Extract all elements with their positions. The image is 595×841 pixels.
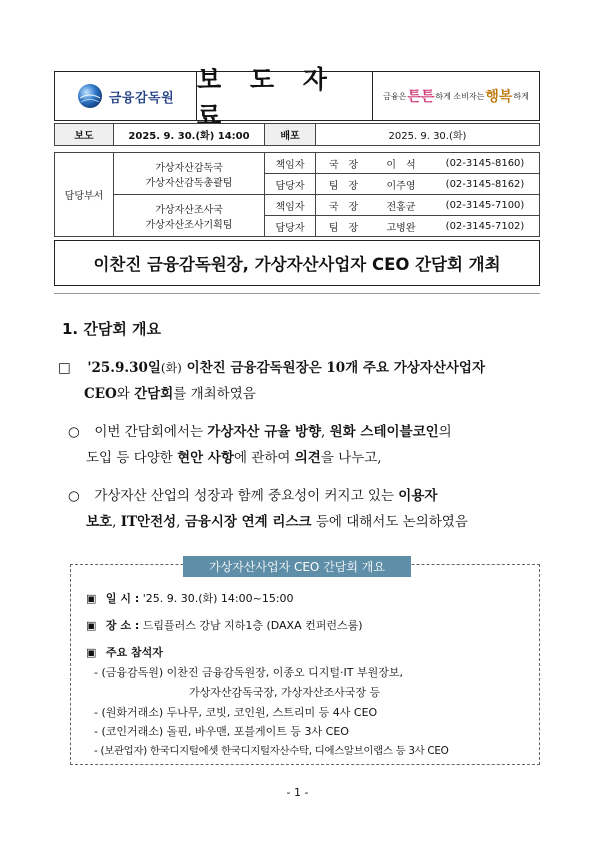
text: 와 [116,386,135,402]
contact-table [54,152,540,237]
vasp-text: 은 10개 주요 가상자산사업자 [308,360,485,376]
attendee-fss-cont: 가상자산감독국장, 가상자산조사국장 등 [189,686,381,699]
text: , [176,514,185,530]
box-bullet-icon: ▣ [86,592,97,605]
dept-label: 담당부서 [55,153,114,237]
sub-bullet-2 [68,483,548,535]
place-value: 드림플러스 강남 지하1층 (DAXA 컨퍼런스룸) [142,619,363,632]
text: , [321,424,330,440]
role: 담당자 [265,216,316,237]
emph-text: 이용자 [398,488,438,504]
summary-box-title: 가상자산사업자 CEO 간담회 개요 [183,556,411,577]
name: 고병완 [371,216,431,237]
attendee-krw: - (원화거래소) 두나무, 코빗, 코인원, 스트리미 등 4사 CEO [94,706,378,719]
emph-text: 원화 스테이블코인 [329,424,439,440]
place-label: 장 소 : [105,619,140,632]
slogan-word2: 행복 [485,89,513,105]
text: , [112,514,121,530]
role: 담당자 [265,174,316,195]
governor-text: 이찬진 금융감독원장 [181,360,309,376]
divider [54,293,540,294]
slogan-post: 하게 [513,91,529,101]
day-text: (화) [160,361,182,375]
headline: 이찬진 금융감독원장, 가상자산사업자 CEO 간담회 개최 [54,240,540,286]
text: 를 개최하였음 [173,386,256,402]
dept-name: 가상자산감독국 [155,162,223,174]
attendee-label: 주요 참석자 [105,646,163,659]
release-label: 보도 [55,124,114,146]
release-info-table [54,123,540,146]
release-value: 2025. 9. 30.(화) 14:00 [114,124,265,146]
team-name: 가상자산조사기획팀 [145,219,233,231]
square-bullet-icon: □ [58,360,71,376]
emph-text: 의견 [294,450,321,466]
bullet-main [58,355,548,407]
name: 전홍균 [371,195,431,216]
emph-text: 가상자산 규율 방향 [207,424,322,440]
title: 국 장 [316,153,372,174]
phone: (02-3145-8160) [431,153,540,174]
section-title: 1. 간담회 개요 [62,320,162,338]
slogan-pre: 금융은 [383,91,407,101]
distribute-label: 배포 [265,124,316,146]
place-line [86,617,363,633]
logo-text: 금융감독원 [108,90,175,106]
role: 책임자 [265,153,316,174]
slogan [373,72,539,120]
press-header [54,65,540,130]
text: 등에 대해서도 논의하였음 [311,514,468,530]
attendee-coin: - (코인거래소) 돌핀, 바우맨, 포블게이트 등 3사 CEO [94,725,349,738]
page-number: - 1 - [286,786,309,799]
date-value: '25. 9. 30.(화) 14:00~15:00 [142,592,294,605]
doc-type-title: 보 도 자 료 [197,72,373,120]
text: 의 [438,424,452,440]
phone: (02-3145-7102) [431,216,540,237]
date-line [86,590,294,606]
slogan-mid: 하게 소비자는 [435,91,485,101]
emph-text: 금융시장 연계 리스크 [184,514,312,530]
text: 에 관하여 [234,450,295,466]
distribute-value: 2025. 9. 30.(화) [316,124,540,146]
title: 팀 장 [316,216,372,237]
emph-text: 현안 사항 [177,450,234,466]
text: 가상자산 산업의 성장과 함께 중요성이 커지고 있는 [94,488,399,504]
circle-bullet-icon: ○ [68,488,80,504]
dept-cell [114,195,265,237]
title: 팀 장 [316,174,372,195]
attendee-label-line [86,644,163,660]
date-text: '25.9.30일 [87,360,161,376]
ceo-text: CEO [84,386,117,402]
emph-text: 보호 [86,514,113,530]
team-name: 가상자산감독총괄팀 [145,177,233,189]
phone: (02-3145-8162) [431,174,540,195]
slogan-word1: 튼튼 [407,89,435,105]
dept-name: 가상자산조사국 [155,204,223,216]
circle-bullet-icon: ○ [68,424,80,440]
fss-globe-icon [77,83,103,109]
phone: (02-3145-7100) [431,195,540,216]
text: 이번 간담회에서는 [94,424,208,440]
emph-text: IT안전성 [120,514,177,530]
meeting-text: 간담회 [134,386,174,402]
role: 책임자 [265,195,316,216]
fss-logo [55,72,197,120]
sub-bullet-1 [68,419,548,471]
text: 을 나누고, [320,450,382,466]
text: 도입 등 다양한 [86,450,178,466]
date-label: 일 시 : [105,592,140,605]
attendee-fss: - (금융감독원) 이찬진 금융감독원장, 이종오 디지털·IT 부원장보, [94,666,404,679]
attendee-custody: - (보관업자) 한국디지털에셋 한국디지털자산수탁, 디에스알브이랩스 등 3사 CEO [94,745,449,757]
box-bullet-icon: ▣ [86,619,97,632]
dept-cell [114,153,265,195]
title: 국 장 [316,195,372,216]
name: 이 석 [371,153,431,174]
name: 이주영 [371,174,431,195]
box-bullet-icon: ▣ [86,646,97,659]
